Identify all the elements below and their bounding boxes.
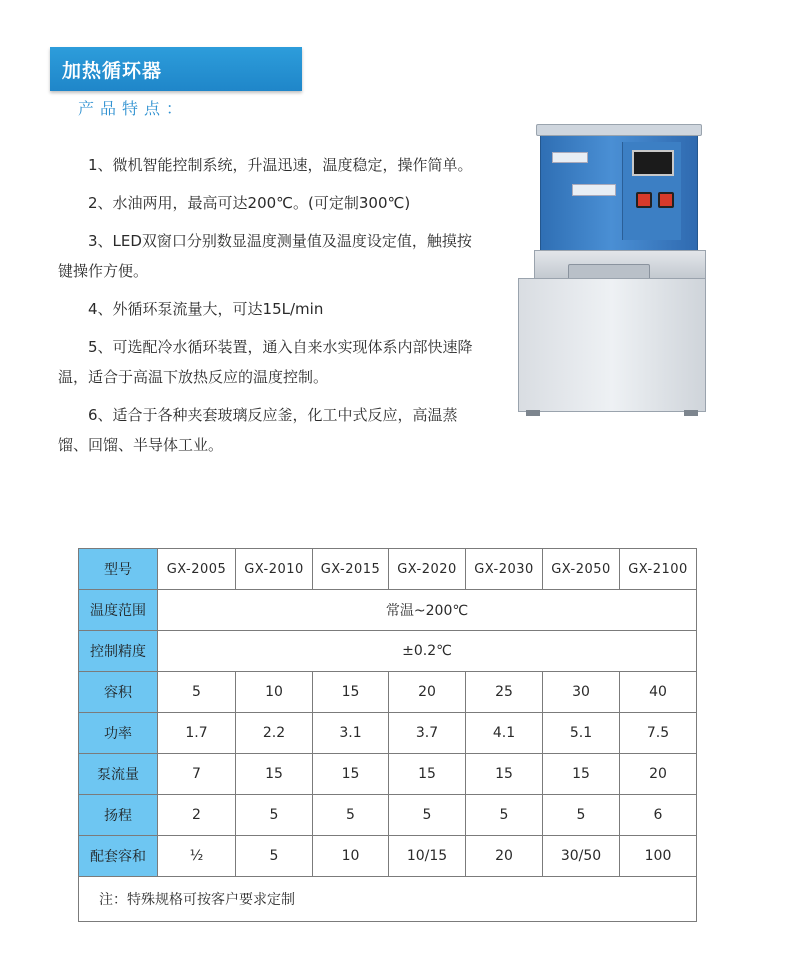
spec-table [78,548,697,922]
table-cell: 5 [236,795,313,836]
table-cell: 10 [236,672,313,713]
table-cell: 5 [313,795,389,836]
table-note: 注：特殊规格可按客户要求定制 [79,877,697,922]
table-cell: 10/15 [389,836,466,877]
feature-item: 4、外循环泵流量大，可达15L/min [88,300,324,318]
device-model-plate [552,152,588,163]
row-label: 型号 [79,549,158,590]
table-cell: 2 [158,795,236,836]
table-cell: 10 [313,836,389,877]
device-name-plate [572,184,616,196]
table-cell: 3.7 [389,713,466,754]
table-cell: 2.2 [236,713,313,754]
table-row [79,754,697,795]
row-label: 控制精度 [79,631,158,672]
device-foot [684,410,698,416]
table-cell: 5 [466,795,543,836]
table-cell: 5.1 [543,713,620,754]
table-cell: 5 [236,836,313,877]
table-cell: 15 [313,754,389,795]
feature-item: 1、微机智能控制系统，升温迅速，温度稳定，操作简单。 [88,156,473,174]
table-cell: 20 [389,672,466,713]
table-cell: 7.5 [620,713,697,754]
table-cell: 15 [543,754,620,795]
table-cell: 1.7 [158,713,236,754]
model-cell: GX-2030 [466,549,543,590]
feature-item: 6、适合于各种夹套玻璃反应釜，化工中式反应，高温蒸馏、回馏、半导体工业。 [58,406,458,454]
row-label: 温度范围 [79,590,158,631]
table-row-precision [79,631,697,672]
table-cell: 7 [158,754,236,795]
table-row [79,836,697,877]
table-cell: 5 [389,795,466,836]
feature-item: 5、可选配冷水循环装置，通入自来水实现体系内部快速降温，适合于高温下放热反应的温度控制。 [58,338,473,386]
device-switch-icon [636,192,652,208]
table-cell: 3.1 [313,713,389,754]
feature-item: 3、LED双窗口分别数显温度测量值及温度设定值，触摸按键操作方便。 [58,232,472,280]
table-cell: 20 [620,754,697,795]
model-cell: GX-2020 [389,549,466,590]
table-row [79,672,697,713]
table-cell: 15 [236,754,313,795]
table-row-note [79,877,697,922]
table-row [79,713,697,754]
row-label: 扬程 [79,795,158,836]
feature-list [58,150,478,468]
device-body [518,278,706,412]
feature-item: 2、水油两用，最高可达200℃。(可定制300℃) [88,194,411,212]
table-cell: 常温~200℃ [158,590,697,631]
table-cell: ½ [158,836,236,877]
table-cell: 20 [466,836,543,877]
table-cell: ±0.2℃ [158,631,697,672]
device-top-cap [536,124,702,136]
device-led-display [632,150,674,176]
table-cell: 6 [620,795,697,836]
model-cell: GX-2100 [620,549,697,590]
table-cell: 30/50 [543,836,620,877]
page-title: 加热循环器 [62,60,163,82]
table-cell: 15 [389,754,466,795]
table-cell: 25 [466,672,543,713]
row-label: 泵流量 [79,754,158,795]
table-row [79,795,697,836]
device-foot [526,410,540,416]
features-subtitle: 产品特点： [78,99,189,118]
title-bar [50,47,302,91]
table-row-model [79,549,697,590]
row-label: 配套容和 [79,836,158,877]
table-cell: 5 [158,672,236,713]
table-cell: 30 [543,672,620,713]
table-cell: 4.1 [466,713,543,754]
model-cell: GX-2015 [313,549,389,590]
row-label: 容积 [79,672,158,713]
device-switch-icon [658,192,674,208]
product-image [512,120,707,418]
table-cell: 100 [620,836,697,877]
row-label: 功率 [79,713,158,754]
model-cell: GX-2050 [543,549,620,590]
table-cell: 15 [313,672,389,713]
table-row-temp-range [79,590,697,631]
table-cell: 15 [466,754,543,795]
table-cell: 5 [543,795,620,836]
table-cell: 40 [620,672,697,713]
model-cell: GX-2010 [236,549,313,590]
model-cell: GX-2005 [158,549,236,590]
